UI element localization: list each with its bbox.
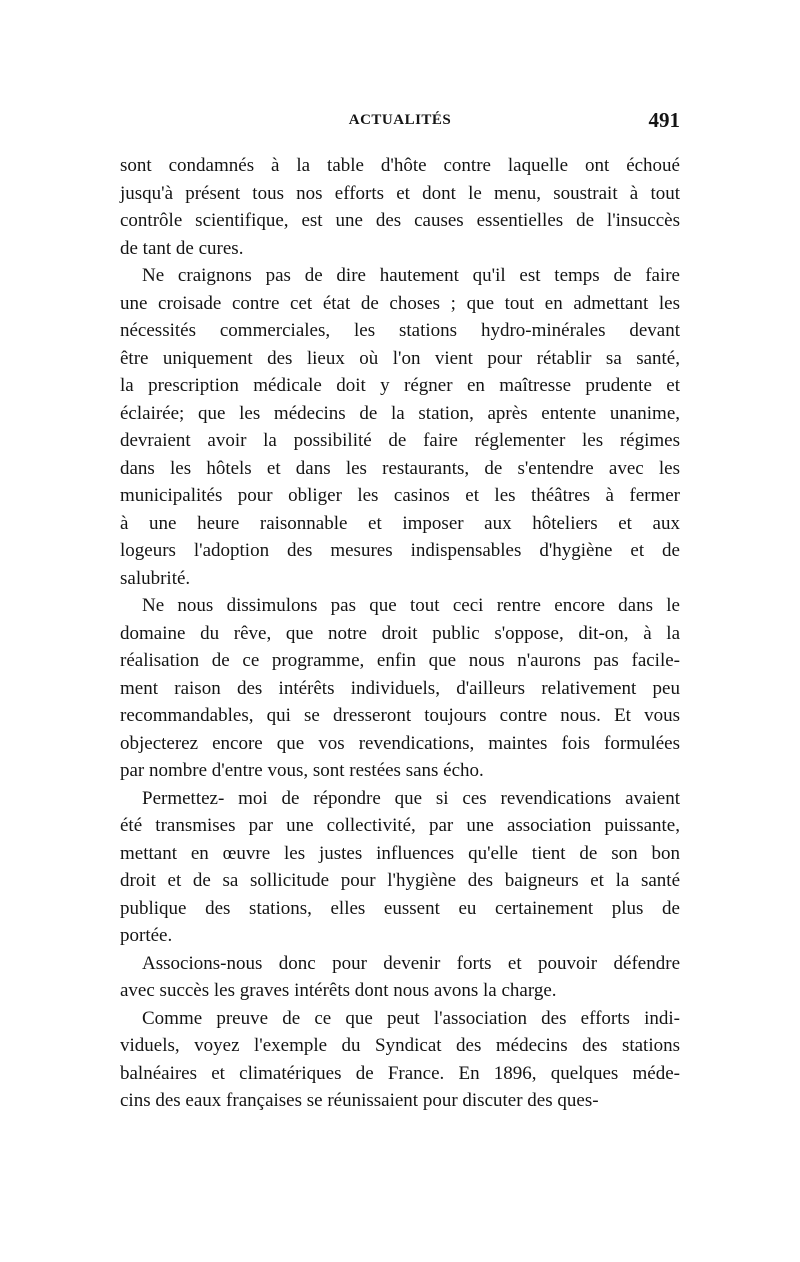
text-line: viduels, voyez l'exemple du Syndicat des médecins des stations [120, 1035, 680, 1056]
text-line: portée. [120, 925, 173, 946]
text-line: de tant de cures. [120, 237, 244, 259]
page-number: 491 [648, 108, 680, 132]
running-head [120, 108, 680, 138]
text-line: la prescription médicale doit y régner en maîtresse prudente et [120, 375, 680, 396]
text-line: avec succès les graves intérêts dont nous avons la charge. [120, 980, 557, 1001]
text-line: mettant en œuvre les justes influences qu'elle tient de son bon [120, 842, 680, 864]
text-line: être uniquement des lieux où l'on vient pour rétablir sa santé, [120, 347, 680, 369]
text-line: cins des eaux françaises se réunissaient pour discuter des ques- [120, 1090, 599, 1111]
body-text [120, 152, 680, 1115]
text-line: municipalités pour obliger les casinos et les théâtres à fermer [120, 485, 680, 506]
text-line: domaine du rêve, que notre droit public s'oppose, dit-on, à la [120, 622, 680, 644]
text-line: Ne craignons pas de dire hautement qu'il est temps de faire [142, 265, 680, 286]
paragraph [120, 950, 680, 1005]
text-line: sont condamnés à la table d'hôte contre laquelle ont échoué [120, 155, 680, 176]
text-line: ment raison des intérêts individuels, d'ailleurs relativement peu [120, 677, 680, 699]
text-line: recommandables, qui se dresseront toujours contre nous. Et vous [120, 705, 680, 726]
text-line: une croisade contre cet état de choses ; que tout en admettant les [120, 292, 680, 314]
text-line: Comme preuve de ce que peut l'association des efforts indi- [142, 1007, 680, 1029]
paragraph [120, 592, 680, 785]
text-line: objecterez encore que vos revendications, maintes fois formulées [120, 732, 680, 754]
text-line: publique des stations, elles eussent eu certainement plus de [120, 897, 680, 919]
text-line: réalisation de ce programme, enfin que nous n'aurons pas facile- [120, 650, 680, 671]
text-line: Permettez- moi de répondre que si ces revendications avaient [142, 787, 680, 809]
text-line: été transmises par une collectivité, par une association puissante, [120, 815, 680, 836]
text-line: jusqu'à présent tous nos efforts et dont le menu, soustrait à tout [120, 182, 680, 204]
text-line: éclairée; que les médecins de la station, après entente unanime, [120, 402, 680, 424]
text-line: balnéaires et climatériques de France. En 1896, quelques méde- [120, 1062, 680, 1084]
text-line: devraient avoir la possibilité de faire réglementer les régimes [120, 430, 680, 451]
text-line: par nombre d'entre vous, sont restées sans écho. [120, 760, 484, 781]
text-line: salubrité. [120, 567, 191, 589]
text-line: Associons-nous donc pour devenir forts et pouvoir défendre [142, 952, 680, 974]
paragraph [120, 262, 680, 592]
paragraph [120, 152, 680, 262]
text-line: nécessités commerciales, les stations hydro-minérales devant [120, 320, 680, 341]
text-line: dans les hôtels et dans les restaurants, de s'entendre avec les [120, 457, 680, 479]
text-line: contrôle scientifique, est une des causes essentielles de l'insuccès [120, 210, 680, 231]
text-line: Ne nous dissimulons pas que tout ceci rentre encore dans le [142, 595, 680, 616]
running-title: ACTUALITÉS [348, 112, 452, 128]
text-line: à une heure raisonnable et imposer aux hôteliers et aux [120, 512, 680, 534]
text-line: logeurs l'adoption des mesures indispensables d'hygiène et de [120, 540, 680, 561]
paragraph [120, 1005, 680, 1115]
paragraph [120, 785, 680, 950]
text-line: droit et de sa sollicitude pour l'hygiène des baigneurs et la santé [120, 870, 680, 891]
